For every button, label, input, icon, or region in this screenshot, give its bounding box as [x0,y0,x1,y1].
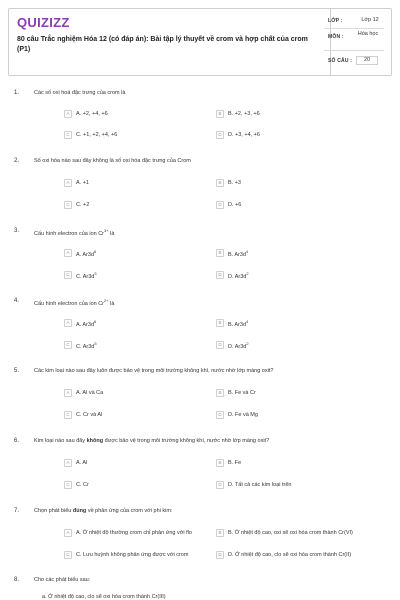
option-d[interactable]: D D. Ở nhiệt độ cao, clo sẽ oxi hóa crom thành Cr(II) [216,551,351,561]
option-d[interactable]: D D. Fe và Mg [216,411,258,421]
question-number: 4. [14,298,20,304]
option-a[interactable]: A A. Al [64,459,87,469]
option-c[interactable]: C C. $Ar3d^5$ [64,341,97,351]
question-number: 8. [14,577,20,583]
option-a[interactable]: A A. Ở nhiệt độ thường crom chỉ phản ứng với flo [64,529,192,539]
question-text: Kim loại nào sau đây không được bảo vệ trong môi trường không khí, nước nhờ lớp màng oxit? [34,438,270,444]
option-a[interactable]: A A. $Ar3d^6$ [64,249,96,259]
question-number: 6. [14,438,20,444]
option-d[interactable]: D D. +3, +4, +6 [216,131,260,141]
option-c[interactable]: C C. Lưu huỳnh không phản ứng được với crom [64,551,188,561]
subject-value: Hóa học [357,31,379,37]
question-text: Cấu hình electron của ion $Cr^{2+}$ là [34,298,115,307]
option-b[interactable]: B B. $Ar3d^4$ [216,319,248,329]
question-text: Các kim loại nào sau đây luôn được bảo vệ trong môi trường không khí, nước nhờ lớp màng oxit? [34,368,274,374]
worksheet-title: 80 câu Trắc nghiệm Hóa 12 (có đáp án): Bài tập lý thuyết về crom và hợp chất của crom (P1) [17,36,308,53]
class-label: LỚP : [328,18,343,24]
question-number: 3. [14,228,20,234]
option-b[interactable]: B B. Fe [216,459,241,469]
option-d[interactable]: D D. +6 [216,201,241,211]
question-number: 5. [14,368,20,374]
question-text: Chọn phát biểu đúng về phản ứng của crom với phi kim: [34,508,173,514]
statement-a: a. Ở nhiệt độ cao, clo sẽ oxi hóa crom thành Cr(III) [42,594,166,600]
option-b[interactable]: B B. +2, +3, +6 [216,110,260,120]
option-d[interactable]: D D. $Ar3d^2$ [216,341,249,351]
option-a[interactable]: A A. +2, +4, +6 [64,110,108,120]
question-number: 2. [14,158,20,164]
option-a[interactable]: A A. +1 [64,179,89,189]
option-a[interactable]: A A. $Ar3d^6$ [64,319,96,329]
option-c[interactable]: C C. $Ar3d^5$ [64,271,97,281]
option-b[interactable]: B B. Ở nhiệt độ cao, oxi sẽ oxi hóa crom thành Cr(VI) [216,529,353,539]
question-text: Cho các phát biểu sau: [34,577,91,583]
option-c[interactable]: C C. Cr [64,481,89,491]
question-text: Số oxi hóa nào sau đây không là số oxi hóa đặc trưng của Crom [34,158,191,164]
option-d[interactable]: D D. $Ar3d^2$ [216,271,249,281]
option-c[interactable]: C C. Cr và Al [64,411,102,421]
option-b[interactable]: B B. $Ar3d^4$ [216,249,248,259]
question-text: Cấu hình electron của ion $Cr^{3+}$ là [34,228,115,237]
count-value: 20 [356,56,378,65]
option-c[interactable]: C C. +2 [64,201,89,211]
meta-separator [324,28,384,29]
subject-label: MÔN : [328,34,344,40]
question-number: 1. [14,90,20,96]
option-b[interactable]: B B. Fe và Cr [216,389,256,399]
count-label: SỐ CÂU : [328,58,353,64]
option-a[interactable]: A A. Al và Ca [64,389,103,399]
question-text: Các số oxi hoá đặc trưng của crom là [34,90,126,96]
quizizz-logo: QUIZIZZ [17,15,70,30]
option-b[interactable]: B B. +3 [216,179,241,189]
class-value: Lớp 12 [361,17,379,23]
option-d[interactable]: D D. Tất cả các kim loại trên [216,481,291,491]
question-number: 7. [14,508,20,514]
meta-separator [324,50,384,51]
option-c[interactable]: C C. +1, +2, +4, +6 [64,131,117,141]
